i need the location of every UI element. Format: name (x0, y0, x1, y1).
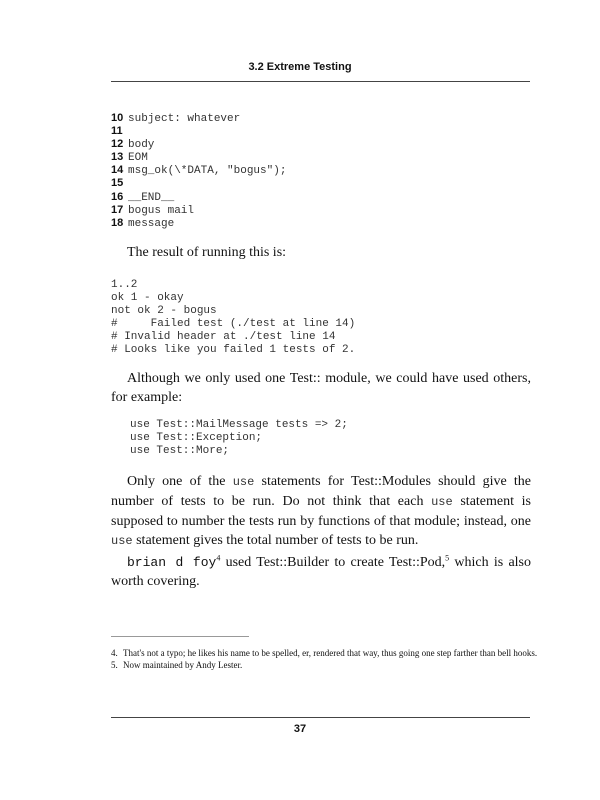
footnote-number: 4. (111, 648, 118, 658)
inline-code: use (431, 495, 453, 509)
output-line: # Invalid header at ./test line 14 (111, 331, 336, 344)
header-rule (111, 81, 530, 82)
code-line: use Test::Exception; (130, 432, 263, 445)
code-line (111, 149, 286, 165)
footnote-ref[interactable]: 4 (216, 553, 221, 563)
footnote-ref[interactable]: 5 (445, 553, 450, 563)
code-line: use Test::MailMessage tests => 2; (130, 419, 348, 431)
author-name: brian d foy (127, 555, 217, 570)
line-number: 12 (111, 138, 124, 151)
code-text: bogus mail (128, 204, 195, 217)
line-number: 11 (111, 125, 123, 138)
code-line (111, 162, 287, 178)
line-number: 18 (111, 216, 124, 229)
footer-rule (111, 717, 530, 718)
footnote-text: Now maintained by Andy Lester. (123, 660, 243, 670)
test-output (111, 279, 355, 358)
output-line: # Failed test (./test at line 14) (111, 318, 356, 331)
code-text: subject: whatever (128, 113, 241, 125)
code-text: message (128, 217, 175, 230)
code-line (111, 189, 286, 202)
output-line: 1..2 (111, 279, 138, 291)
output-line: # Looks like you failed 1 tests of 2. (111, 344, 356, 357)
use-statements-code (130, 419, 348, 458)
code-text: __END__ (128, 191, 175, 204)
code-line (111, 215, 286, 228)
line-number: 14 (111, 164, 124, 177)
use-statements-paragraph: Only one of the use statements for Test::Modules should give the number of tests to be run. Do not think that each use statement is supposed to number the tests run by functions of that module; instead, one use statement gives the total number of tests to be run. (111, 474, 531, 548)
code-line: use Test::More; (130, 445, 230, 458)
footnote (111, 659, 551, 671)
line-number: 17 (111, 203, 124, 216)
code-line (111, 136, 286, 152)
brian-paragraph: brian d foy$^4$ used Test::Builder to create Test::Pod,$^5$ which is also worth covering. (111, 553, 531, 589)
inline-code: use (232, 475, 255, 489)
page-number: 37 (293, 723, 307, 735)
code-line (111, 202, 286, 215)
footnote (111, 647, 551, 659)
inline-code: use (111, 534, 133, 548)
output-line: not ok 2 - bogus (111, 305, 217, 318)
code-line (111, 110, 286, 123)
line-number: 13 (111, 151, 124, 164)
code-text: msg_ok(\*DATA, "bogus"); (128, 165, 287, 178)
output-line: ok 1 - okay (111, 292, 184, 305)
footnotes (111, 647, 551, 671)
code-line (111, 175, 286, 188)
result-intro-paragraph: The result of running this is: (127, 245, 287, 260)
running-header: 3.2 Extreme Testing (248, 61, 352, 73)
line-number: 16 (111, 190, 124, 203)
line-number: 10 (111, 112, 124, 124)
line-number: 15 (111, 177, 124, 190)
code-listing (111, 110, 286, 228)
footnote-rule (111, 636, 249, 637)
code-line (111, 123, 286, 136)
footnote-number: 5. (111, 660, 118, 670)
code-text: EOM (128, 152, 148, 165)
modules-paragraph: Although we only used one Test:: module, we could have used others, for example: (111, 371, 531, 405)
footnote-text: That's not a typo; he likes his name to be spelled, er, rendered that way, thus going one step farther than bell hooks. (123, 648, 538, 658)
code-text: body (128, 139, 155, 152)
